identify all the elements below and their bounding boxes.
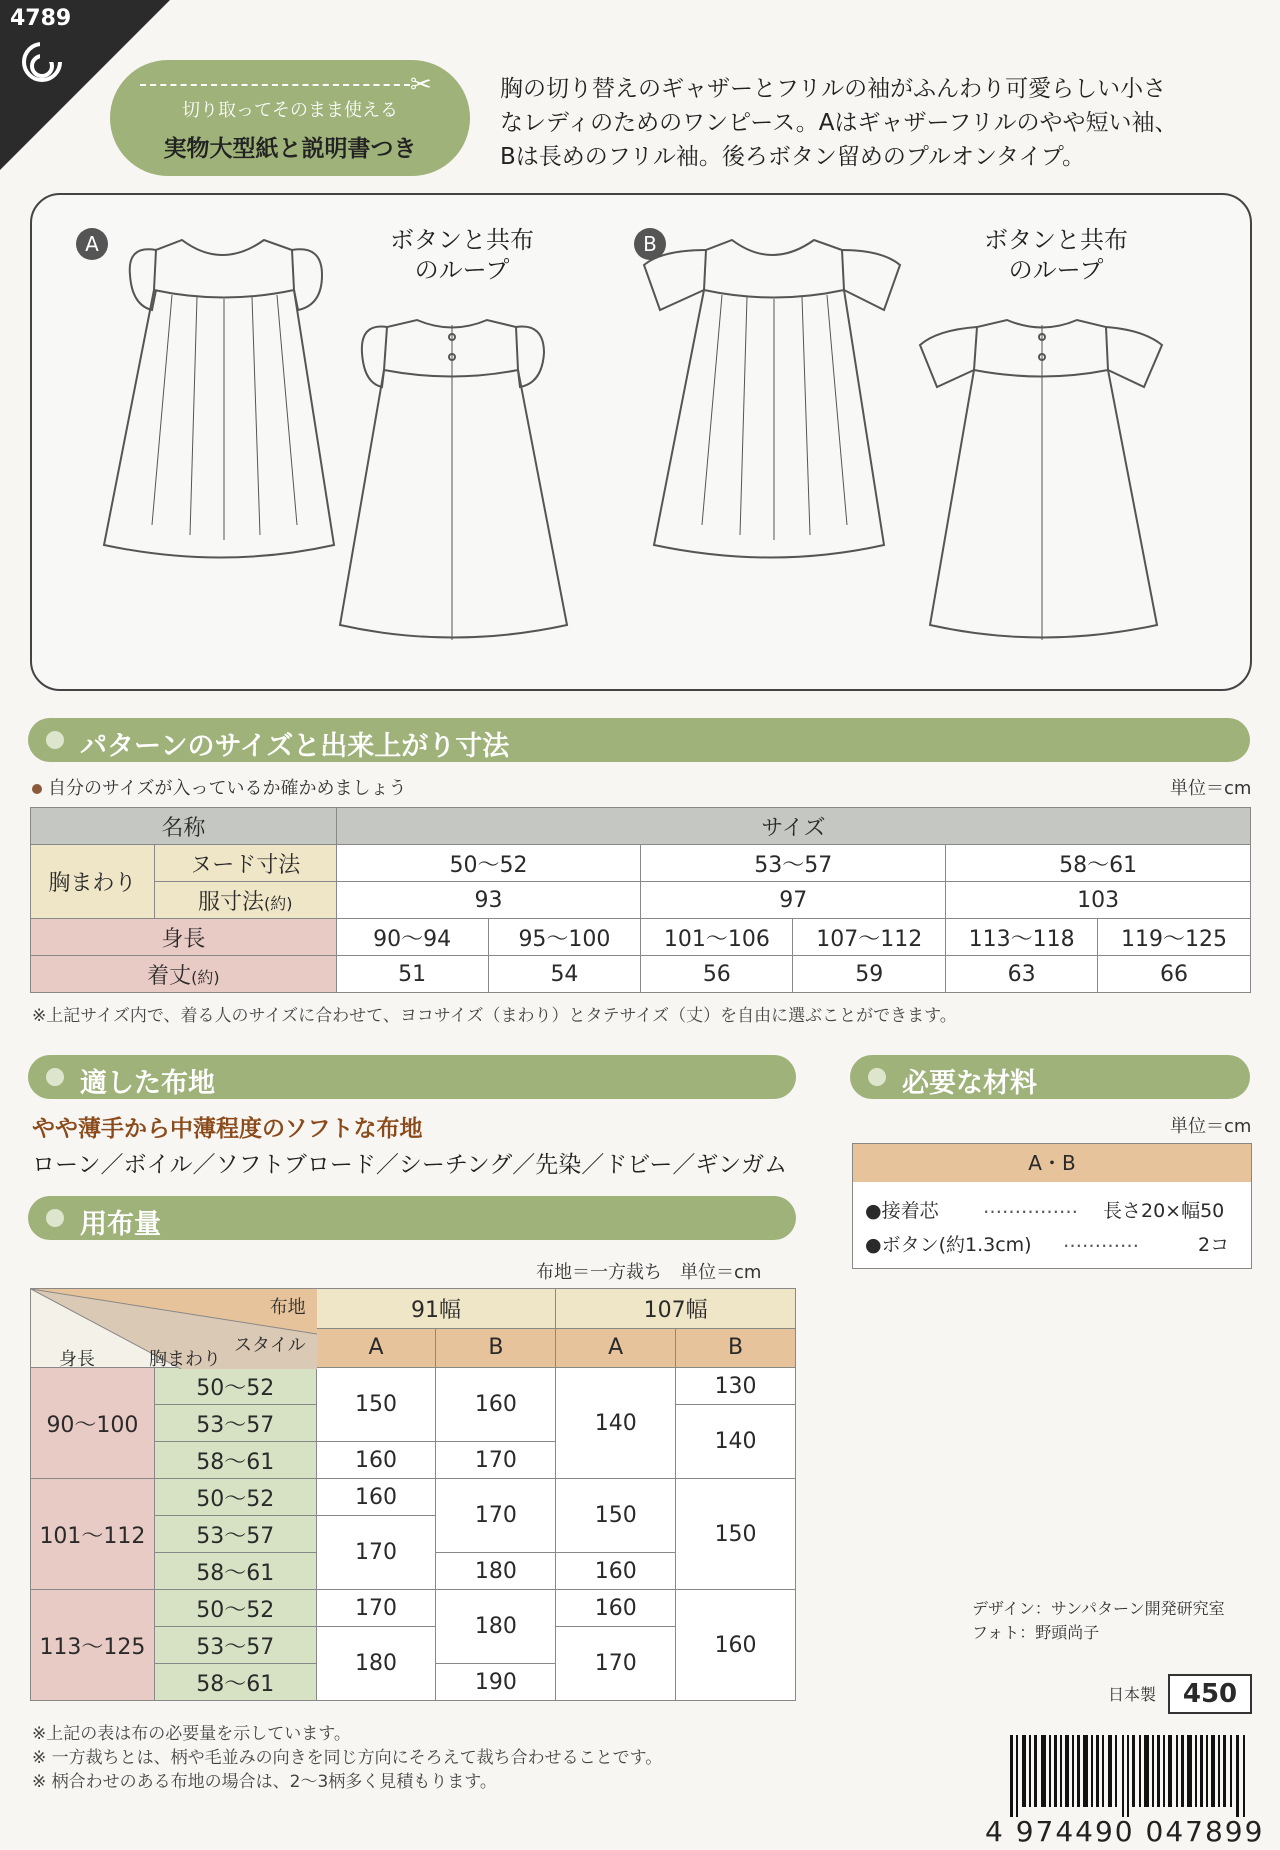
fabric-list: ローン／ボイル／ソフトブロード／シーチング／先染／ドビー／ギンガム — [32, 1152, 788, 1178]
approx-mark: (約) — [191, 967, 220, 987]
yardage-cell: 160 — [436, 1368, 556, 1442]
yardage-cell: 150 — [316, 1368, 436, 1442]
table-cell: 58〜61 — [946, 845, 1251, 882]
chest-cell: 50〜52 — [154, 1590, 316, 1627]
yardage-note: 布地＝一方裁ち 単位＝cm — [536, 1262, 762, 1283]
scissors-icon: ✂ — [410, 70, 432, 100]
yardage-cell: 180 — [436, 1590, 556, 1664]
style-b-header: B — [436, 1328, 556, 1368]
leader-dots: ………… — [1063, 1230, 1139, 1252]
chest-cell: 58〜61 — [154, 1553, 316, 1590]
chest-label: 胸まわり — [31, 845, 155, 919]
table-cell: 53〜57 — [641, 845, 946, 882]
style-b-label: B — [634, 228, 666, 260]
note-line: のループ — [414, 256, 510, 284]
table-cell: 93 — [336, 882, 641, 919]
yardage-cell: 190 — [436, 1664, 556, 1701]
barcode-icon — [1010, 1735, 1250, 1817]
materials-header: A・B — [853, 1144, 1251, 1182]
chest-cell: 53〜57 — [154, 1405, 316, 1442]
materials-section-title: 必要な材料 — [902, 1068, 1037, 1099]
size-section-header — [28, 718, 1250, 762]
yardage-cell: 140 — [676, 1405, 796, 1479]
table-cell: 95〜100 — [488, 919, 641, 956]
yardage-cell: 170 — [436, 1442, 556, 1479]
note-line: のループ — [1008, 256, 1104, 284]
height-header: 身長 — [59, 1349, 95, 1370]
chest-cell: 50〜52 — [154, 1368, 316, 1405]
material-item-name: ●ボタン(約1.3cm) — [865, 1234, 1032, 1256]
fabric-subtitle: やや薄手から中薄程度のソフトな布地 — [32, 1116, 423, 1142]
height-group: 90〜100 — [31, 1368, 155, 1479]
chest-cell: 50〜52 — [154, 1479, 316, 1516]
leader-dots: …………… — [983, 1196, 1078, 1218]
yardage-cell: 160 — [316, 1479, 436, 1516]
style-a-label: A — [76, 228, 108, 260]
chest-header: 胸まわり — [149, 1349, 221, 1370]
fabric-header: 布地 — [269, 1297, 306, 1318]
table-cell: 51 — [336, 956, 488, 993]
table-cell: 101〜106 — [641, 919, 793, 956]
dress-b-front-drawing — [644, 240, 900, 558]
height-group: 113〜125 — [31, 1590, 155, 1701]
size-footnote: ※上記サイズ内で、着る人のサイズに合わせて、ヨコサイズ（まわり）とタテサイズ（丈）を自由に選ぶことができます。 — [32, 1006, 957, 1026]
chest-cell: 58〜61 — [154, 1442, 316, 1479]
bullet-icon — [46, 1068, 64, 1086]
material-item-value: 長さ20×幅50 — [1103, 1200, 1225, 1222]
note-line: ※上記の表は布の必要量を示しています。 — [32, 1724, 351, 1744]
yardage-cell: 160 — [676, 1590, 796, 1701]
bullet-icon — [46, 731, 64, 749]
yardage-cell: 140 — [556, 1368, 676, 1479]
pattern-code: 4789 — [10, 6, 72, 31]
size-unit: 単位＝cm — [1170, 778, 1252, 799]
intro-line: 胸の切り替えのギャザーとフリルの袖がふんわり可愛らしい小さ — [500, 76, 1167, 102]
intro-text — [500, 72, 1240, 174]
style-b-header: B — [676, 1328, 796, 1368]
yardage-table — [30, 1288, 796, 1701]
made-in: 日本製 — [1108, 1685, 1157, 1704]
table-cell: 103 — [946, 882, 1251, 919]
yardage-cell: 170 — [316, 1590, 436, 1627]
photo-credit: フォト：野頭尚子 — [972, 1623, 1100, 1642]
corner-header — [31, 1289, 317, 1368]
note-line: ボタンと共布 — [984, 226, 1128, 254]
header-size: サイズ — [336, 808, 1250, 845]
table-cell: 50〜52 — [336, 845, 641, 882]
yardage-section-header — [28, 1196, 796, 1240]
table-cell: 59 — [793, 956, 946, 993]
yardage-cell: 180 — [316, 1627, 436, 1701]
cut-line — [140, 84, 410, 86]
fabric-section-title: 適した布地 — [80, 1068, 215, 1099]
table-cell: 66 — [1098, 956, 1251, 993]
style-a-header: A — [316, 1328, 436, 1368]
table-cell: 54 — [488, 956, 641, 993]
table-cell: 63 — [946, 956, 1098, 993]
note-line: ※ 柄合わせのある布地の場合は、2〜3柄多く見積もります。 — [32, 1772, 497, 1792]
intro-line: なレディのためのワンピース。Aはギャザーフリルのやや短い袖、 — [500, 110, 1178, 136]
length-label-text: 着丈 — [147, 963, 192, 989]
garment-label — [154, 882, 336, 919]
table-cell: 97 — [641, 882, 946, 919]
note-line: ボタンと共布 — [390, 226, 534, 254]
materials-section-header — [850, 1055, 1250, 1099]
badge-title: 実物大型紙と説明書つき — [163, 136, 417, 162]
width-91-header: 91幅 — [316, 1289, 556, 1329]
chest-cell: 53〜57 — [154, 1516, 316, 1553]
style-a-header: A — [556, 1328, 676, 1368]
yardage-notes — [32, 1722, 662, 1794]
materials-box — [852, 1143, 1252, 1269]
header-name: 名称 — [31, 808, 337, 845]
brand-logo-icon — [20, 40, 64, 84]
width-107-header: 107幅 — [556, 1289, 796, 1329]
barcode-digits: 4 974490 047899 — [985, 1815, 1265, 1848]
yardage-cell: 150 — [556, 1479, 676, 1553]
dress-drawings — [32, 195, 1250, 689]
bullet-icon — [868, 1068, 886, 1086]
price-box: 450 — [1168, 1674, 1252, 1714]
bullet-icon — [32, 784, 42, 794]
nude-label: ヌード寸法 — [154, 845, 336, 882]
material-item-name: ●接着芯 — [865, 1200, 939, 1222]
intro-line: Bは長めのフリル袖。後ろボタン留めのプルオンタイプ。 — [500, 144, 1086, 170]
yardage-cell: 170 — [556, 1627, 676, 1701]
yardage-cell: 160 — [556, 1590, 676, 1627]
garment-label-text: 服寸法 — [198, 889, 265, 915]
fabric-section-header — [28, 1055, 796, 1099]
size-hint-text: 自分のサイズが入っているか確かめましょう — [48, 778, 407, 799]
length-label — [31, 956, 337, 993]
size-hint — [32, 774, 407, 800]
material-item-value: 2コ — [1198, 1234, 1230, 1256]
illustration-panel — [30, 193, 1252, 691]
chest-cell: 58〜61 — [154, 1664, 316, 1701]
yardage-cell: 180 — [436, 1553, 556, 1590]
design-credit: デザイン：サンパターン開発研究室 — [972, 1599, 1225, 1618]
yardage-cell: 170 — [436, 1479, 556, 1553]
size-table — [30, 807, 1251, 993]
table-cell: 107〜112 — [793, 919, 946, 956]
yardage-section-title: 用布量 — [80, 1209, 161, 1240]
dress-b-back-drawing — [920, 320, 1162, 640]
materials-unit: 単位＝cm — [1170, 1116, 1252, 1137]
yardage-cell: 130 — [676, 1368, 796, 1405]
yardage-cell: 160 — [316, 1442, 436, 1479]
chest-cell: 53〜57 — [154, 1627, 316, 1664]
yardage-cell: 160 — [556, 1553, 676, 1590]
dress-a-back-drawing — [340, 320, 567, 640]
table-cell: 90〜94 — [336, 919, 488, 956]
size-section-title: パターンのサイズと出来上がり寸法 — [80, 731, 510, 762]
table-cell: 113〜118 — [946, 919, 1098, 956]
height-label: 身長 — [31, 919, 337, 956]
bullet-icon — [46, 1209, 64, 1227]
height-group: 101〜112 — [31, 1479, 155, 1590]
badge-subtitle: 切り取ってそのまま使える — [182, 100, 398, 121]
note-line: ※ 一方裁ちとは、柄や毛並みの向きを同じ方向にそろえて裁ち合わせることです。 — [32, 1748, 663, 1768]
yardage-cell: 150 — [676, 1479, 796, 1590]
dress-a-front-drawing — [104, 240, 334, 558]
table-cell: 56 — [641, 956, 793, 993]
table-cell: 119〜125 — [1098, 919, 1251, 956]
pattern-badge — [110, 60, 470, 176]
style-header: スタイル — [234, 1335, 306, 1356]
yardage-cell: 170 — [316, 1516, 436, 1590]
approx-mark: (約) — [264, 893, 293, 913]
